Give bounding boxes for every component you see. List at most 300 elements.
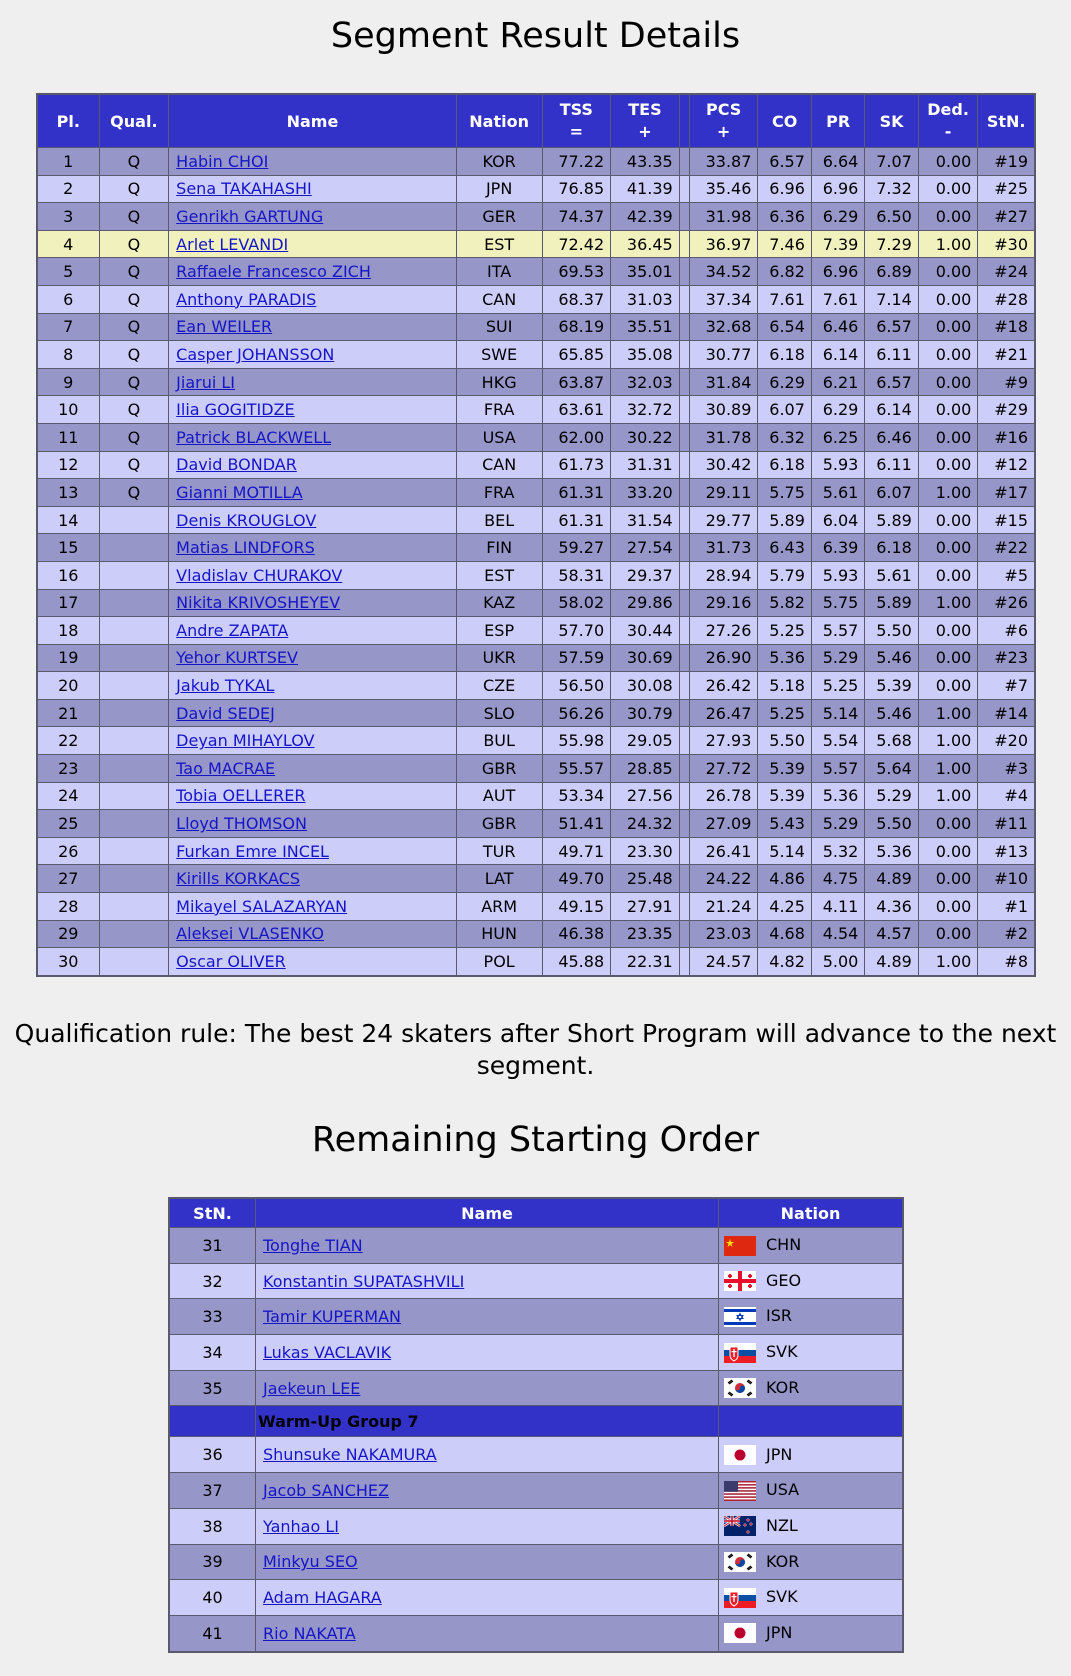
header-tss-label: TSS	[559, 100, 593, 119]
cell-name	[169, 727, 457, 755]
starting-order-row	[169, 1544, 903, 1580]
cell-stn: #9	[978, 368, 1035, 396]
cell-pr: 6.29	[811, 203, 864, 231]
cell-tss: 57.59	[542, 644, 611, 672]
cell-place: 1	[37, 148, 99, 176]
jpn-flag-icon	[724, 1445, 756, 1465]
header-tss-symbol: =	[569, 122, 584, 141]
cell-nation: ESP	[456, 617, 542, 645]
cell-stn: #28	[978, 285, 1035, 313]
cell-pr: 7.39	[811, 230, 864, 258]
cell-ded: 1.00	[918, 727, 978, 755]
cell-ded: 0.00	[918, 313, 978, 341]
skater-link[interactable]: Lloyd THOMSON	[176, 814, 307, 834]
cell-co: 6.82	[758, 258, 811, 286]
cell-pcs: 26.90	[689, 644, 758, 672]
cell-name	[169, 506, 457, 534]
cell-pr: 5.93	[811, 451, 864, 479]
cell-co: 6.29	[758, 368, 811, 396]
cell-pcs: 27.26	[689, 617, 758, 645]
cell-tss: 55.98	[542, 727, 611, 755]
order-header-stn: StN.	[169, 1198, 256, 1228]
cell-gap	[679, 644, 689, 672]
skater-link[interactable]: Ean WEILER	[176, 317, 273, 337]
cell-ded: 1.00	[918, 755, 978, 783]
cell-sk: 5.68	[865, 727, 918, 755]
cell-tes: 30.79	[611, 699, 680, 727]
cell-pr: 5.57	[811, 617, 864, 645]
cell-ded: 0.00	[918, 451, 978, 479]
cell-sk: 5.61	[865, 561, 918, 589]
cell-tss: 49.15	[542, 893, 611, 921]
skater-link[interactable]: Gianni MOTILLA	[176, 482, 303, 502]
cell-ded: 1.00	[918, 699, 978, 727]
cell-tss: 56.26	[542, 699, 611, 727]
cell-pcs: 30.77	[689, 341, 758, 369]
cell-gap	[679, 451, 689, 479]
nation-code: NZL	[766, 1515, 798, 1535]
cell-gap	[679, 837, 689, 865]
header-pcs-symbol: +	[716, 122, 731, 141]
cell-gap	[679, 589, 689, 617]
cell-tss: 76.85	[542, 175, 611, 203]
header-ded-symbol: -	[944, 122, 952, 141]
cell-ded: 0.00	[918, 617, 978, 645]
cell-nation	[719, 1544, 904, 1580]
skater-link[interactable]: Tonghe TIAN	[263, 1235, 363, 1255]
cell-tss: 45.88	[542, 948, 611, 976]
cell-tes: 41.39	[611, 175, 680, 203]
cell-tes: 22.31	[611, 948, 680, 976]
cell-pcs: 31.84	[689, 368, 758, 396]
skater-link[interactable]: Jakub TYKAL	[176, 676, 275, 696]
cell-pcs: 29.16	[689, 589, 758, 617]
cell-name	[256, 1615, 719, 1651]
result-row	[37, 810, 1035, 838]
result-row	[37, 368, 1035, 396]
cell-qualified: Q	[99, 479, 169, 507]
cell-nation: LAT	[456, 865, 542, 893]
cell-tss: 49.70	[542, 865, 611, 893]
cell-tes: 29.37	[611, 561, 680, 589]
skater-link[interactable]: Konstantin SUPATASHVILI	[263, 1271, 465, 1291]
cell-nation: GBR	[456, 810, 542, 838]
cell-nation: FRA	[456, 396, 542, 424]
cell-ded: 0.00	[918, 148, 978, 176]
skater-link[interactable]: Nikita KRIVOSHEYEV	[176, 593, 341, 613]
cell-pr: 6.39	[811, 534, 864, 562]
cell-pr: 5.29	[811, 644, 864, 672]
cell-pr: 6.96	[811, 258, 864, 286]
cell-nation: HKG	[456, 368, 542, 396]
cell-pr: 6.25	[811, 423, 864, 451]
cell-name	[256, 1228, 719, 1264]
skater-link[interactable]: Vladislav CHURAKOV	[176, 565, 343, 585]
cell-co: 5.89	[758, 506, 811, 534]
cell-name	[169, 920, 457, 948]
cell-tss: 77.22	[542, 148, 611, 176]
nzl-flag-icon	[724, 1516, 756, 1536]
cell-nation: UKR	[456, 644, 542, 672]
cell-place: 11	[37, 423, 99, 451]
qualification-rule: Qualification rule: The best 24 skaters after Short Program will advance to the next segment.	[14, 1019, 1057, 1080]
skater-link[interactable]: Tamir KUPERMAN	[263, 1307, 401, 1327]
cell-place: 20	[37, 672, 99, 700]
cell-nation: EST	[456, 230, 542, 258]
skater-link[interactable]: Raffaele Francesco ZICH	[176, 262, 371, 282]
cell-name	[169, 865, 457, 893]
cell-tes: 32.03	[611, 368, 680, 396]
header-pl: Pl.	[37, 94, 99, 148]
cell-tes: 31.31	[611, 451, 680, 479]
skater-link[interactable]: Sena TAKAHASHI	[176, 179, 312, 199]
skater-link[interactable]: David SEDEJ	[176, 703, 275, 723]
cell-name	[169, 396, 457, 424]
jpn-flag-icon	[724, 1623, 756, 1643]
cell-qualified	[99, 561, 169, 589]
cell-co: 5.18	[758, 672, 811, 700]
cell-co: 5.14	[758, 837, 811, 865]
cell-gap	[679, 672, 689, 700]
cell-gap	[679, 203, 689, 231]
cell-pcs: 35.46	[689, 175, 758, 203]
starting-order-row	[169, 1473, 903, 1509]
result-row	[37, 230, 1035, 258]
skater-link[interactable]: Adam HAGARA	[263, 1588, 382, 1608]
order-header-name: Name	[256, 1198, 719, 1228]
header-name: Name	[169, 94, 457, 148]
cell-stn: #4	[978, 782, 1035, 810]
cell-starting-number: 38	[169, 1508, 256, 1544]
result-row	[37, 727, 1035, 755]
cell-place: 8	[37, 341, 99, 369]
skater-link[interactable]: Furkan Emre INCEL	[176, 841, 329, 861]
cell-stn: #6	[978, 617, 1035, 645]
cell-ded: 0.00	[918, 534, 978, 562]
starting-order-row	[169, 1580, 903, 1616]
cell-qualified	[99, 755, 169, 783]
cell-tss: 72.42	[542, 230, 611, 258]
cell-stn: #24	[978, 258, 1035, 286]
cell-ded: 0.00	[918, 837, 978, 865]
cell-ded: 0.00	[918, 865, 978, 893]
cell-nation	[719, 1580, 904, 1616]
cell-starting-number: 37	[169, 1473, 256, 1509]
cell-nation: SLO	[456, 699, 542, 727]
cell-pcs: 30.42	[689, 451, 758, 479]
cell-place: 18	[37, 617, 99, 645]
cell-ded: 0.00	[918, 561, 978, 589]
cell-nation: KAZ	[456, 589, 542, 617]
cell-stn: #5	[978, 561, 1035, 589]
cell-place: 5	[37, 258, 99, 286]
skater-link[interactable]: Kirills KORKACS	[176, 869, 300, 889]
skater-link[interactable]: Patrick BLACKWELL	[176, 427, 332, 447]
skater-link[interactable]: Matias LINDFORS	[176, 538, 315, 558]
cell-name	[169, 617, 457, 645]
cell-ded: 0.00	[918, 506, 978, 534]
cell-qualified	[99, 672, 169, 700]
cell-sk: 5.89	[865, 589, 918, 617]
skater-link[interactable]: Mikayel SALAZARYAN	[176, 896, 348, 916]
cell-ded: 0.00	[918, 672, 978, 700]
cell-nation	[719, 1508, 904, 1544]
cell-tes: 27.54	[611, 534, 680, 562]
cell-qualified: Q	[99, 451, 169, 479]
cell-starting-number: 40	[169, 1580, 256, 1616]
cell-qualified	[99, 644, 169, 672]
cell-place: 3	[37, 203, 99, 231]
cell-nation: KOR	[456, 148, 542, 176]
result-row	[37, 893, 1035, 921]
cell-sk: 6.11	[865, 451, 918, 479]
cell-co: 6.57	[758, 148, 811, 176]
cell-gap	[679, 617, 689, 645]
cell-co: 6.43	[758, 534, 811, 562]
cell-nation: BUL	[456, 727, 542, 755]
header-ded-label: Ded.	[927, 100, 969, 119]
cell-gap	[679, 506, 689, 534]
cell-qualified	[99, 617, 169, 645]
cell-tss: 55.57	[542, 755, 611, 783]
cell-place: 24	[37, 782, 99, 810]
cell-nation	[719, 1228, 904, 1264]
cell-pcs: 24.57	[689, 948, 758, 976]
cell-starting-number: 36	[169, 1437, 256, 1473]
cell-nation: POL	[456, 948, 542, 976]
cell-co: 5.25	[758, 699, 811, 727]
cell-pr: 4.54	[811, 920, 864, 948]
skater-link[interactable]: Anthony PARADIS	[176, 289, 317, 309]
skater-link[interactable]: Jacob SANCHEZ	[263, 1480, 389, 1500]
header-ded	[918, 94, 978, 148]
skater-link[interactable]: Aleksei VLASENKO	[176, 924, 324, 944]
cell-gap	[679, 534, 689, 562]
cell-tes: 36.45	[611, 230, 680, 258]
cell-tes: 28.85	[611, 755, 680, 783]
nation-code: SVK	[766, 1587, 798, 1607]
result-row	[37, 699, 1035, 727]
cell-sk: 6.89	[865, 258, 918, 286]
cell-nation: SUI	[456, 313, 542, 341]
skater-link[interactable]: Minkyu SEO	[263, 1552, 358, 1572]
order-header-row	[169, 1198, 903, 1228]
geo-flag-icon	[724, 1271, 756, 1291]
kor-flag-icon	[724, 1552, 756, 1572]
cell-stn: #20	[978, 727, 1035, 755]
skater-link[interactable]: Deyan MIHAYLOV	[176, 731, 315, 751]
cell-name	[256, 1370, 719, 1406]
header-gap	[679, 94, 689, 148]
starting-order-title: Remaining Starting Order	[311, 1120, 760, 1160]
skater-link[interactable]: Tobia OELLERER	[176, 786, 306, 806]
cell-gap	[679, 285, 689, 313]
skater-link[interactable]: Oscar OLIVER	[176, 952, 286, 972]
cell-qualified: Q	[99, 203, 169, 231]
nation-code: CHN	[766, 1235, 802, 1255]
cell-qualified	[99, 865, 169, 893]
cell-place: 22	[37, 727, 99, 755]
result-row	[37, 451, 1035, 479]
page-title: Segment Result Details	[330, 16, 741, 56]
cell-nation: FRA	[456, 479, 542, 507]
cell-place: 9	[37, 368, 99, 396]
header-tss	[542, 94, 611, 148]
cell-gap	[679, 313, 689, 341]
header-pr: PR	[811, 94, 864, 148]
cell-sk: 7.14	[865, 285, 918, 313]
cell-tes: 27.91	[611, 893, 680, 921]
cell-pcs: 26.41	[689, 837, 758, 865]
cell-tss: 58.31	[542, 561, 611, 589]
result-row	[37, 148, 1035, 176]
starting-order-row	[169, 1335, 903, 1371]
cell-stn: #8	[978, 948, 1035, 976]
cell-pr: 7.61	[811, 285, 864, 313]
cell-qualified	[99, 699, 169, 727]
cell-pr: 6.21	[811, 368, 864, 396]
nation-code: KOR	[766, 1551, 800, 1571]
cell-stn: #23	[978, 644, 1035, 672]
cell-tss: 56.50	[542, 672, 611, 700]
cell-sk: 7.32	[865, 175, 918, 203]
cell-sk: 4.89	[865, 865, 918, 893]
cell-pcs: 31.73	[689, 534, 758, 562]
cell-pr: 5.93	[811, 561, 864, 589]
starting-order-row	[169, 1615, 903, 1651]
cell-co: 5.43	[758, 810, 811, 838]
kor-flag-icon	[724, 1378, 756, 1398]
cell-sk: 6.14	[865, 396, 918, 424]
cell-pcs: 28.94	[689, 561, 758, 589]
result-row	[37, 175, 1035, 203]
cell-qualified: Q	[99, 423, 169, 451]
cell-sk: 5.50	[865, 810, 918, 838]
skater-link[interactable]: Jaekeun LEE	[263, 1378, 361, 1398]
cell-ded: 1.00	[918, 782, 978, 810]
result-row	[37, 672, 1035, 700]
skater-link[interactable]: Yehor KURTSEV	[176, 648, 298, 668]
cell-qualified: Q	[99, 341, 169, 369]
cell-tss: 51.41	[542, 810, 611, 838]
cell-name	[169, 561, 457, 589]
cell-gap	[679, 699, 689, 727]
cell-starting-number: 33	[169, 1299, 256, 1335]
cell-tss: 46.38	[542, 920, 611, 948]
usa-flag-icon	[724, 1481, 756, 1501]
cell-sk: 6.46	[865, 423, 918, 451]
header-pcs-label: PCS	[705, 100, 742, 119]
cell-tes: 43.35	[611, 148, 680, 176]
cell-stn: #7	[978, 672, 1035, 700]
cell-qualified	[99, 589, 169, 617]
skater-link[interactable]: Habin CHOI	[176, 151, 269, 171]
cell-nation: BEL	[456, 506, 542, 534]
cell-tss: 74.37	[542, 203, 611, 231]
cell-tes: 30.69	[611, 644, 680, 672]
cell-pr: 4.75	[811, 865, 864, 893]
cell-pcs: 29.77	[689, 506, 758, 534]
skater-link[interactable]: Casper JOHANSSON	[176, 344, 335, 364]
cell-nation: TUR	[456, 837, 542, 865]
cell-tes: 23.30	[611, 837, 680, 865]
cell-name	[169, 755, 457, 783]
skater-link[interactable]: Tao MACRAE	[176, 758, 276, 778]
cell-place: 7	[37, 313, 99, 341]
cell-name	[256, 1508, 719, 1544]
skater-link[interactable]: David BONDAR	[176, 455, 297, 475]
header-stn: StN.	[978, 94, 1035, 148]
skater-link[interactable]: Andre ZAPATA	[176, 620, 289, 640]
result-row	[37, 423, 1035, 451]
cell-name	[169, 699, 457, 727]
cell-ded: 0.00	[918, 368, 978, 396]
cell-place: 29	[37, 920, 99, 948]
cell-place: 6	[37, 285, 99, 313]
cell-qualified: Q	[99, 175, 169, 203]
skater-link[interactable]: Rio NAKATA	[263, 1623, 356, 1643]
cell-tss: 69.53	[542, 258, 611, 286]
cell-name	[256, 1263, 719, 1299]
skater-link[interactable]: Genrikh GARTUNG	[176, 206, 324, 226]
header-pcs	[689, 94, 758, 148]
cell-ded: 0.00	[918, 175, 978, 203]
cell-co: 4.25	[758, 893, 811, 921]
cell-ded: 0.00	[918, 285, 978, 313]
cell-tss: 65.85	[542, 341, 611, 369]
cell-nation: ITA	[456, 258, 542, 286]
cell-pr: 6.46	[811, 313, 864, 341]
cell-place: 12	[37, 451, 99, 479]
cell-nation: JPN	[456, 175, 542, 203]
skater-link[interactable]: Shunsuke NAKAMURA	[263, 1445, 437, 1465]
result-row	[37, 506, 1035, 534]
cell-pr: 6.04	[811, 506, 864, 534]
skater-link[interactable]: Arlet LEVANDI	[176, 234, 289, 254]
cell-sk: 5.64	[865, 755, 918, 783]
cell-co: 4.82	[758, 948, 811, 976]
cell-co: 6.18	[758, 341, 811, 369]
cell-name	[256, 1437, 719, 1473]
skater-link[interactable]: Lukas VACLAVIK	[263, 1342, 392, 1362]
cell-qualified	[99, 534, 169, 562]
cell-name	[256, 1299, 719, 1335]
cell-place: 21	[37, 699, 99, 727]
cell-place: 17	[37, 589, 99, 617]
cell-name	[256, 1473, 719, 1509]
cell-stn: #15	[978, 506, 1035, 534]
cell-qualified	[99, 727, 169, 755]
skater-link[interactable]: Jiarui LI	[176, 372, 236, 392]
cell-ded: 0.00	[918, 396, 978, 424]
cell-starting-number: 31	[169, 1228, 256, 1264]
cell-co: 5.50	[758, 727, 811, 755]
skater-link[interactable]: Ilia GOGITIDZE	[176, 400, 295, 420]
header-qual: Qual.	[99, 94, 169, 148]
result-row	[37, 396, 1035, 424]
skater-link[interactable]: Yanhao LI	[263, 1516, 339, 1536]
cell-stn: #25	[978, 175, 1035, 203]
header-tes	[611, 94, 680, 148]
cell-pcs: 26.78	[689, 782, 758, 810]
skater-link[interactable]: Denis KROUGLOV	[176, 510, 317, 530]
cell-tes: 35.51	[611, 313, 680, 341]
cell-place: 15	[37, 534, 99, 562]
cell-qualified: Q	[99, 313, 169, 341]
result-row	[37, 258, 1035, 286]
cell-starting-number: 35	[169, 1370, 256, 1406]
result-row	[37, 755, 1035, 783]
